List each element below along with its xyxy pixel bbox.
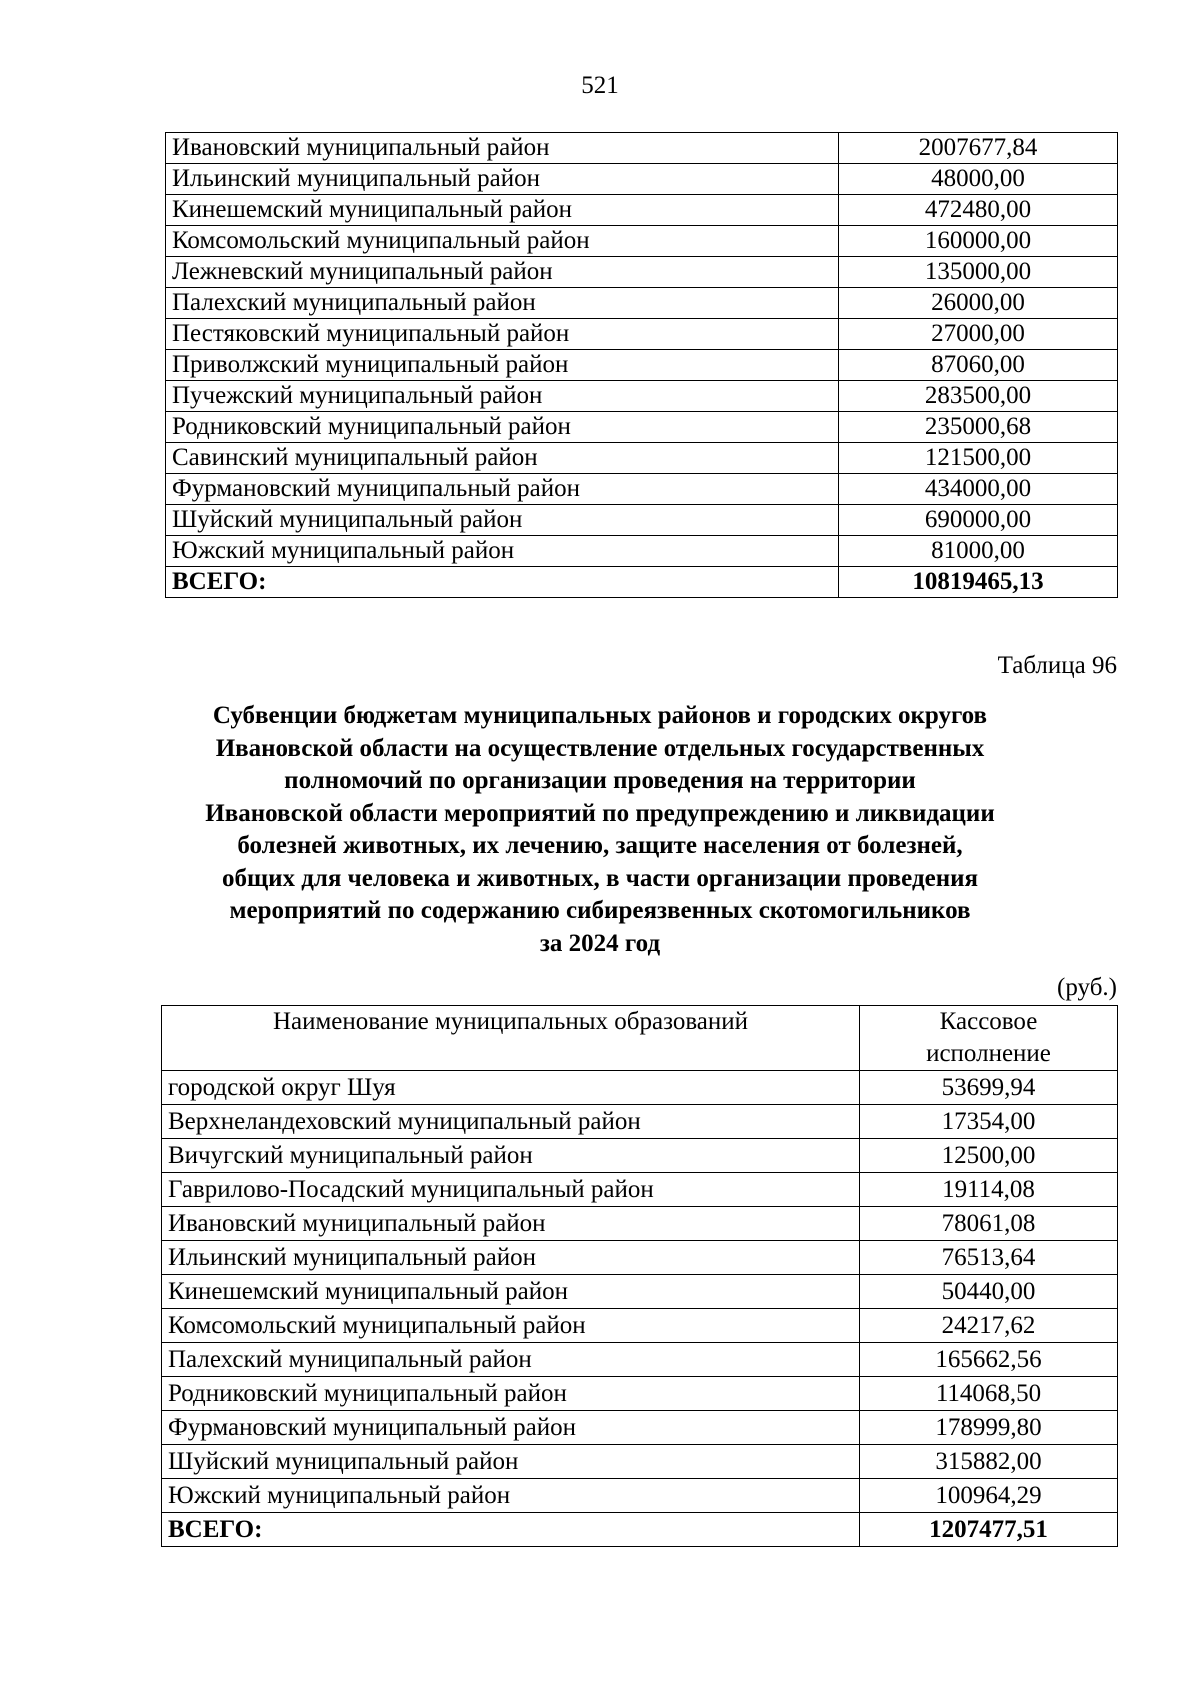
row-name: Верхнеландеховский муниципальный район: [162, 1105, 860, 1139]
row-value: 121500,00: [839, 443, 1118, 474]
table-row: [166, 474, 1118, 505]
row-value: 17354,00: [860, 1105, 1118, 1139]
title-line: общих для человека и животных, в части организации проведения: [221, 864, 979, 892]
row-value: 434000,00: [839, 474, 1118, 505]
row-value: 160000,00: [839, 226, 1118, 257]
row-value: 78061,08: [860, 1207, 1118, 1241]
table1-body: [166, 133, 1118, 598]
row-name: городской округ Шуя: [162, 1071, 860, 1105]
total-label: ВСЕГО:: [166, 567, 839, 598]
row-value: 135000,00: [839, 257, 1118, 288]
title-line: за 2024 год: [539, 929, 661, 957]
row-value: 235000,68: [839, 412, 1118, 443]
row-name: Ильинский муниципальный район: [166, 164, 839, 195]
table-row: [162, 1309, 1118, 1343]
table-row: [162, 1411, 1118, 1445]
row-value: 12500,00: [860, 1139, 1118, 1173]
row-value: 114068,50: [860, 1377, 1118, 1411]
row-name: Шуйский муниципальный район: [166, 505, 839, 536]
total-label: ВСЕГО:: [162, 1513, 860, 1547]
table-row: [162, 1173, 1118, 1207]
table-row: [166, 226, 1118, 257]
total-value: 10819465,13: [839, 567, 1118, 598]
header-name: Наименование муниципальных образований: [162, 1006, 860, 1071]
row-value: 48000,00: [839, 164, 1118, 195]
row-value: 165662,56: [860, 1343, 1118, 1377]
row-value: 19114,08: [860, 1173, 1118, 1207]
row-name: Ивановский муниципальный район: [162, 1207, 860, 1241]
title-line: Субвенции бюджетам муниципальных районов и городских округов: [212, 702, 988, 729]
row-name: Комсомольский муниципальный район: [166, 226, 839, 257]
table-row: [162, 1377, 1118, 1411]
table-row: [162, 1445, 1118, 1479]
row-value: 315882,00: [860, 1445, 1118, 1479]
row-value: 690000,00: [839, 505, 1118, 536]
row-name: Ильинский муниципальный район: [162, 1241, 860, 1275]
row-value: 24217,62: [860, 1309, 1118, 1343]
row-value: 50440,00: [860, 1275, 1118, 1309]
table-row: [162, 1105, 1118, 1139]
table-header-row: [162, 1006, 1118, 1071]
table-row: [166, 164, 1118, 195]
row-name: Комсомольский муниципальный район: [162, 1309, 860, 1343]
row-name: Ивановский муниципальный район: [166, 133, 839, 164]
row-name: Южский муниципальный район: [166, 536, 839, 567]
row-name: Палехский муниципальный район: [166, 288, 839, 319]
table-row: [166, 381, 1118, 412]
row-name: Родниковский муниципальный район: [162, 1377, 860, 1411]
table-row: [162, 1071, 1118, 1105]
table-row: [166, 288, 1118, 319]
row-value: 76513,64: [860, 1241, 1118, 1275]
unit-note: (руб.): [1057, 974, 1117, 1001]
row-value: 178999,80: [860, 1411, 1118, 1445]
header-value-line: Кассовое: [939, 1008, 1038, 1035]
row-value: 472480,00: [839, 195, 1118, 226]
title-line: мероприятий по содержанию сибиреязвенных скотомогильников: [229, 897, 971, 924]
table-caption: Таблица 96: [997, 652, 1117, 679]
row-name: Кинешемский муниципальный район: [162, 1275, 860, 1309]
table-row: [162, 1139, 1118, 1173]
row-name: Фурмановский муниципальный район: [162, 1411, 860, 1445]
header-value: [860, 1006, 1118, 1071]
total-value: 1207477,51: [860, 1513, 1118, 1547]
table-row: [166, 257, 1118, 288]
total-row: [162, 1513, 1118, 1547]
row-value: 283500,00: [839, 381, 1118, 412]
table-row: [166, 195, 1118, 226]
page-number: 521: [581, 72, 619, 99]
table-row: [166, 536, 1118, 567]
row-name: Родниковский муниципальный район: [166, 412, 839, 443]
row-name: Вичугский муниципальный район: [162, 1139, 860, 1173]
title-line: полномочий по организации проведения на территории: [284, 767, 916, 794]
row-name: Пестяковский муниципальный район: [166, 319, 839, 350]
row-name: Южский муниципальный район: [162, 1479, 860, 1513]
row-value: 27000,00: [839, 319, 1118, 350]
table2-body: [162, 1006, 1118, 1547]
table-row: [162, 1343, 1118, 1377]
table-row: [166, 443, 1118, 474]
row-value: 87060,00: [839, 350, 1118, 381]
table-row: [162, 1241, 1118, 1275]
table-continuation: [165, 132, 1118, 598]
table-row: [162, 1207, 1118, 1241]
table-row: [162, 1479, 1118, 1513]
row-value: 81000,00: [839, 536, 1118, 567]
row-value: 26000,00: [839, 288, 1118, 319]
row-name: Фурмановский муниципальный район: [166, 474, 839, 505]
table-row: [166, 319, 1118, 350]
row-name: Гаврилово-Посадский муниципальный район: [162, 1173, 860, 1207]
table-row: [166, 412, 1118, 443]
table-row: [166, 350, 1118, 381]
table-title: [150, 700, 1050, 960]
table-row: [166, 133, 1118, 164]
subventions-table: [161, 1005, 1118, 1547]
title-line: болезней животных, их лечению, защите населения от болезней,: [237, 832, 963, 859]
header-value-line: исполнение: [926, 1040, 1051, 1067]
table-row: [162, 1275, 1118, 1309]
row-name: Савинский муниципальный район: [166, 443, 839, 474]
title-line: Ивановской области мероприятий по предупреждению и ликвидации: [205, 799, 995, 827]
row-value: 2007677,84: [839, 133, 1118, 164]
row-name: Пучежский муниципальный район: [166, 381, 839, 412]
row-value: 53699,94: [860, 1071, 1118, 1105]
row-name: Кинешемский муниципальный район: [166, 195, 839, 226]
row-name: Палехский муниципальный район: [162, 1343, 860, 1377]
table-row: [166, 505, 1118, 536]
row-name: Приволжский муниципальный район: [166, 350, 839, 381]
row-name: Лежневский муниципальный район: [166, 257, 839, 288]
title-line: Ивановской области на осуществление отдельных государственных: [215, 734, 985, 762]
total-row: [166, 567, 1118, 598]
row-value: 100964,29: [860, 1479, 1118, 1513]
row-name: Шуйский муниципальный район: [162, 1445, 860, 1479]
